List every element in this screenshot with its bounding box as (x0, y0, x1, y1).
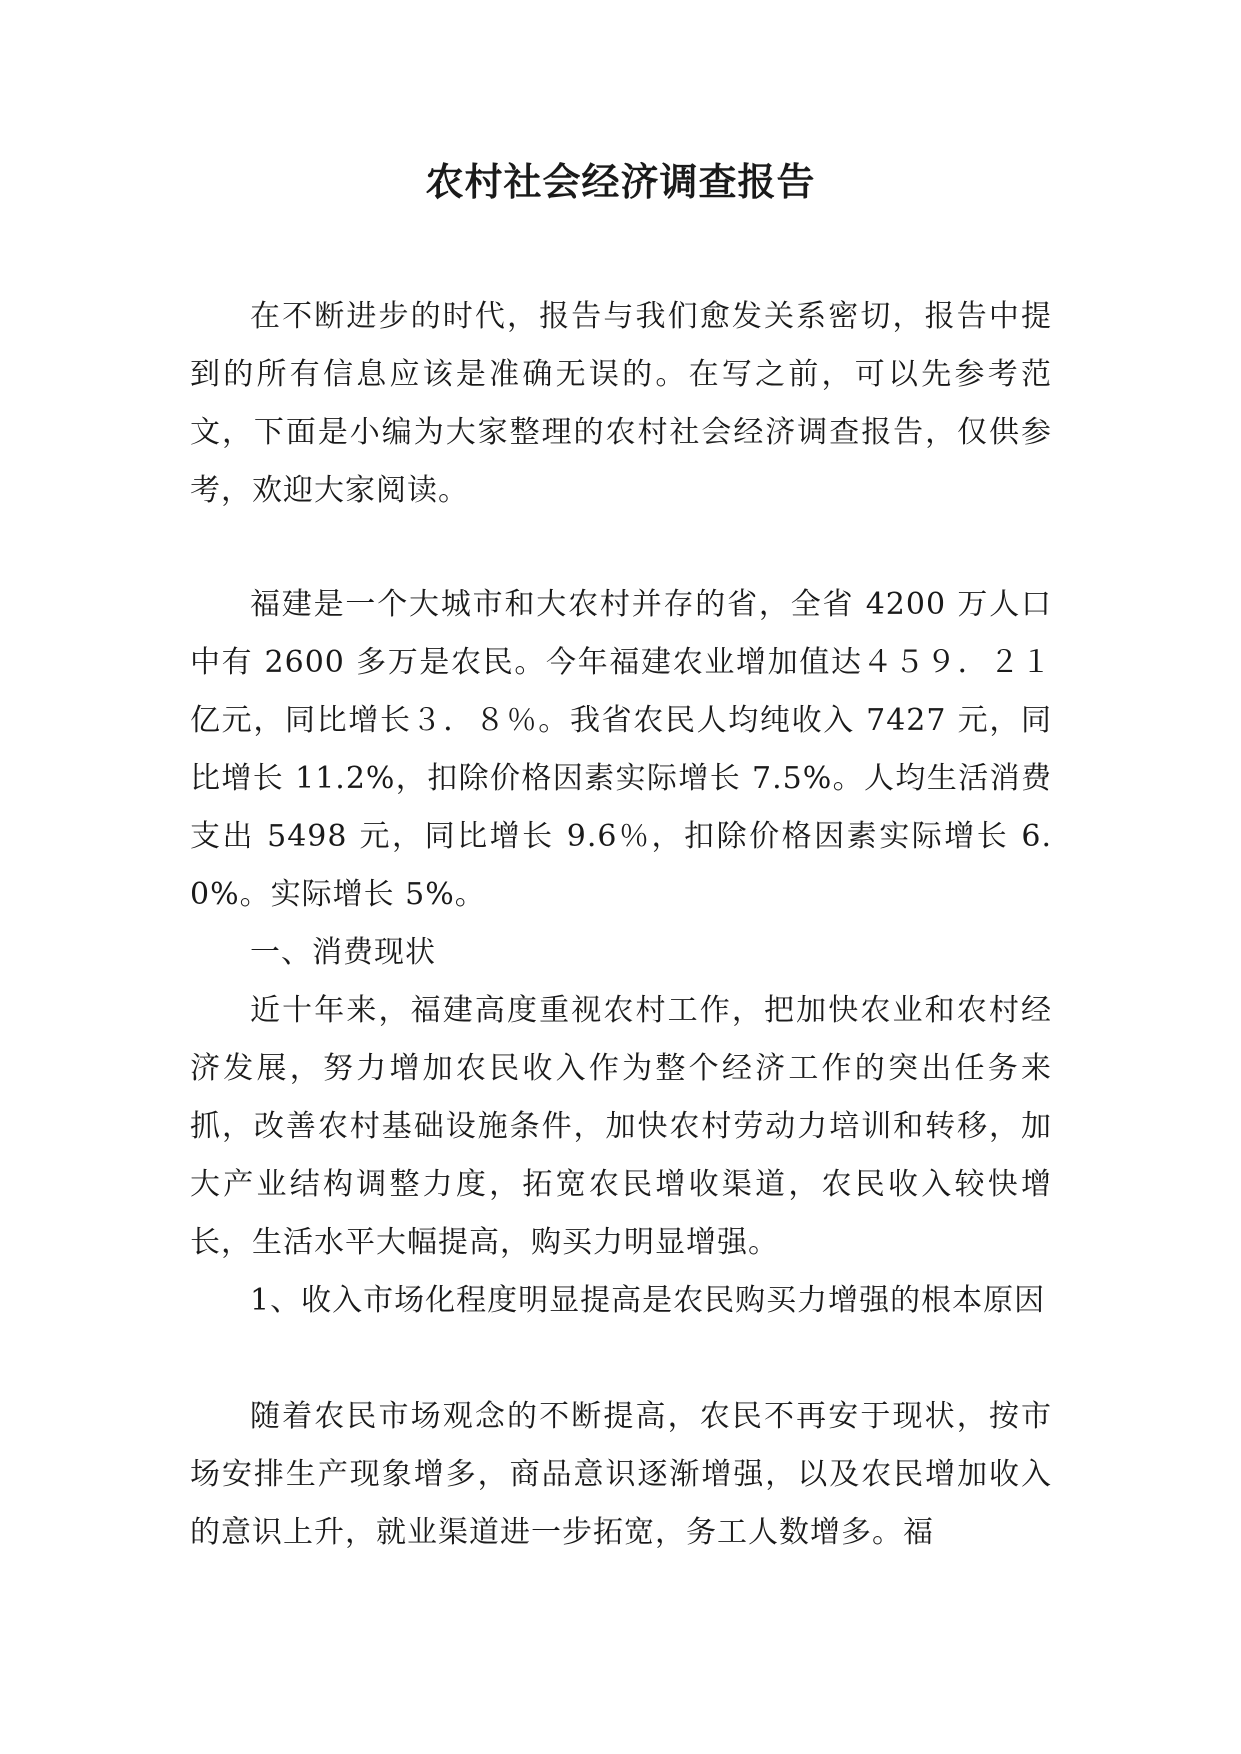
document-title: 农村社会经济调查报告 (425, 160, 816, 204)
overview-paragraph: 福建是一个大城市和大农村并存的省，全省 4200 万人口中有 2600 多万是农民。今年福建农业增加值达４５９．２１亿元，同比增长３．８％。我省农民人均纯收入 7427 元，同比增长 11.2%，扣除价格因素实际增长 7.5%。人均生活消费支出 5498 元，同比增长 9.6％，扣除价格因素实际增长 6.0%。实际增长 5%。 (190, 587, 1052, 912)
intro-paragraph: 在不断进步的时代，报告与我们愈发关系密切，报告中提到的所有信息应该是准确无误的。在写之前，可以先参考范文，下面是小编为大家整理的农村社会经济调查报告，仅供参考，欢迎大家阅读。 (190, 299, 1052, 508)
section-heading-consumption: 一、消费现状 (250, 935, 436, 970)
subsection-heading-income: 1、收入市场化程度明显提高是农民购买力增强的根本原因 (250, 1283, 1046, 1318)
consumption-paragraph: 近十年来，福建高度重视农村工作，把加快农业和农村经济发展，努力增加农民收入作为整个经济工作的突出任务来抓，改善农村基础设施条件，加快农村劳动力培训和转移，加大产业结构调整力度，拓宽农民增收渠道，农民收入较快增长，生活水平大幅提高，购买力明显增强。 (190, 993, 1052, 1260)
market-paragraph: 随着农民市场观念的不断提高，农民不再安于现状，按市场安排生产现象增多，商品意识逐渐增强，以及农民增加收入的意识上升，就业渠道进一步拓宽，务工人数增多。福 (190, 1399, 1052, 1550)
